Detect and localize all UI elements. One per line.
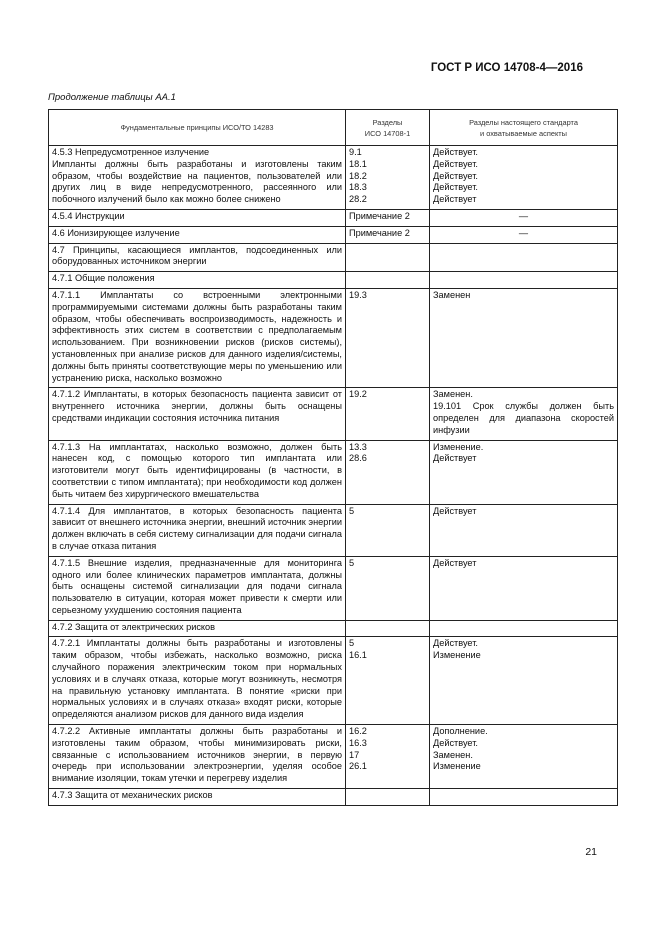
aspects-cell: Действует. Изменение — [430, 637, 618, 725]
principle-cell: 4.7.1 Общие положения — [49, 272, 346, 289]
aspects-cell: — — [430, 226, 618, 243]
principle-cell: 4.7.1.4 Для имплантатов, в которых безопасность пациента зависит от внешнего источника энергии, внешний источник энергии должен включать в себя систему сигнализации для подачи сигнала в случае отказа питания — [49, 504, 346, 556]
sections-cell: 5 — [346, 556, 430, 620]
principle-cell: 4.7 Принципы, касающиеся имплантов, подсоединенных или оборудованных источником энергии — [49, 243, 346, 272]
principle-cell: 4.5.4 Инструкции — [49, 209, 346, 226]
principle-cell: 4.7.1.3 На имплантатах, насколько возможно, должен быть нанесен код, с помощью которого тип имплантата или изготовители могут быть идентифицированы (в частности, в соответствии с типом имплантата); при необходимости код должен быть читаем без хирургического вмешательства — [49, 440, 346, 504]
table-row — [49, 504, 618, 556]
aspects-cell — [430, 272, 618, 289]
principle-cell: 4.7.2 Защита от электрических рисков — [49, 620, 346, 637]
table-row — [49, 789, 618, 806]
header-standard-sections: Разделы настоящего стандарта и охватываемые аспекты — [430, 110, 618, 146]
sections-cell: 19.2 — [346, 388, 430, 440]
comparison-table — [48, 109, 618, 806]
sections-cell — [346, 243, 430, 272]
table-row — [49, 226, 618, 243]
aspects-cell: Действует — [430, 504, 618, 556]
sections-cell: 5 — [346, 504, 430, 556]
aspects-cell: Дополнение. Действует. Заменен. Изменение — [430, 725, 618, 789]
aspects-cell: Действует — [430, 556, 618, 620]
table-row — [49, 272, 618, 289]
table-row — [49, 637, 618, 725]
table-row — [49, 620, 618, 637]
sections-cell: 16.2 16.3 17 26.1 — [346, 725, 430, 789]
table-row — [49, 556, 618, 620]
aspects-cell — [430, 620, 618, 637]
table-row — [49, 388, 618, 440]
principle-cell: 4.6 Ионизирующее излучение — [49, 226, 346, 243]
table-row — [49, 725, 618, 789]
page-number: 21 — [585, 846, 597, 858]
table-row — [49, 440, 618, 504]
aspects-cell: Заменен. 19.101 Срок службы должен быть определен для диапазона скоростей инфузии — [430, 388, 618, 440]
table-row — [49, 288, 618, 387]
aspects-cell: Действует. Действует. Действует. Действует. Действует — [430, 146, 618, 210]
principle-cell: 4.7.2.1 Имплантаты должны быть разработаны и изготовлены таким образом, чтобы избежать, насколько возможно, риска случайного поражения электрическим током при нормальных условиях и в случаях отказа, которые могут возникнуть, несмотря на правильную установку имплантата. В понятие «риски при нормальных условиях и в случаях отказа» входят риски, которые определяются анализом рисков для данного вида изделия — [49, 637, 346, 725]
header-principles: Фундаментальные принципы ИСО/ТО 14283 — [49, 110, 346, 146]
sections-cell: Примечание 2 — [346, 226, 430, 243]
principle-cell: 4.7.1.5 Внешние изделия, предназначенные для мониторинга одного или более клинических параметров имплантата, должны быть оснащены системой сигнализации для подачи сигнала пользователю в ситуации, которая может привести к смерти или серьезному ухудшению состояния пациента — [49, 556, 346, 620]
header-iso-sections: Разделы ИСО 14708-1 — [346, 110, 430, 146]
aspects-cell: Изменение. Действует — [430, 440, 618, 504]
aspects-cell: Заменен — [430, 288, 618, 387]
sections-cell: 19.3 — [346, 288, 430, 387]
standard-header: ГОСТ Р ИСО 14708-4—2016 — [430, 62, 583, 74]
sections-cell — [346, 620, 430, 637]
table-row — [49, 243, 618, 272]
sections-cell: 13.3 28.6 — [346, 440, 430, 504]
sections-cell — [346, 789, 430, 806]
aspects-cell — [430, 789, 618, 806]
table-row — [49, 146, 618, 210]
sections-cell: Примечание 2 — [346, 209, 430, 226]
sections-cell: 5 16.1 — [346, 637, 430, 725]
principle-cell: 4.7.1.1 Имплантаты со встроенными электронными программируемыми системами должны быть разработаны таким образом, чтобы обеспечивать воспроизводимость, надежность и эффективность этих систем в соответствии с предполагаемым использованием. При возникновении рисков (рисков системы), установленных при анализе рисков для данного изделия/системы, должны быть приняты соответствующие меры по уменьшению или устранению риска, насколько возможно — [49, 288, 346, 387]
aspects-cell — [430, 243, 618, 272]
principle-cell: 4.7.3 Защита от механических рисков — [49, 789, 346, 806]
aspects-cell: — — [430, 209, 618, 226]
table-header-row — [49, 110, 618, 146]
table-row — [49, 209, 618, 226]
sections-cell — [346, 272, 430, 289]
principle-cell: 4.7.1.2 Имплантаты, в которых безопасность пациента зависит от внутреннего источника энергии, должны быть оснащены средствами индикации состояния источника питания — [49, 388, 346, 440]
principle-cell: 4.5.3 Непредусмотренное излучение Импланты должны быть разработаны и изготовлены таким образом, чтобы воздействие на пациентов, пользователей или других лиц в виде непредусмотренного, рассеянного или побочного излучений было как можно более снижено — [49, 146, 346, 210]
table-caption: Продолжение таблицы АА.1 — [48, 92, 176, 103]
principle-cell: 4.7.2.2 Активные имплантаты должны быть разработаны и изготовлены таким образом, чтобы минимизировать риски, связанные с использованием источников энергии, в первую очередь при использовании электроэнергии, уделяя особое внимание изоляции, токам утечки и перегреву изделия — [49, 725, 346, 789]
sections-cell: 9.1 18.1 18.2 18.3 28.2 — [346, 146, 430, 210]
